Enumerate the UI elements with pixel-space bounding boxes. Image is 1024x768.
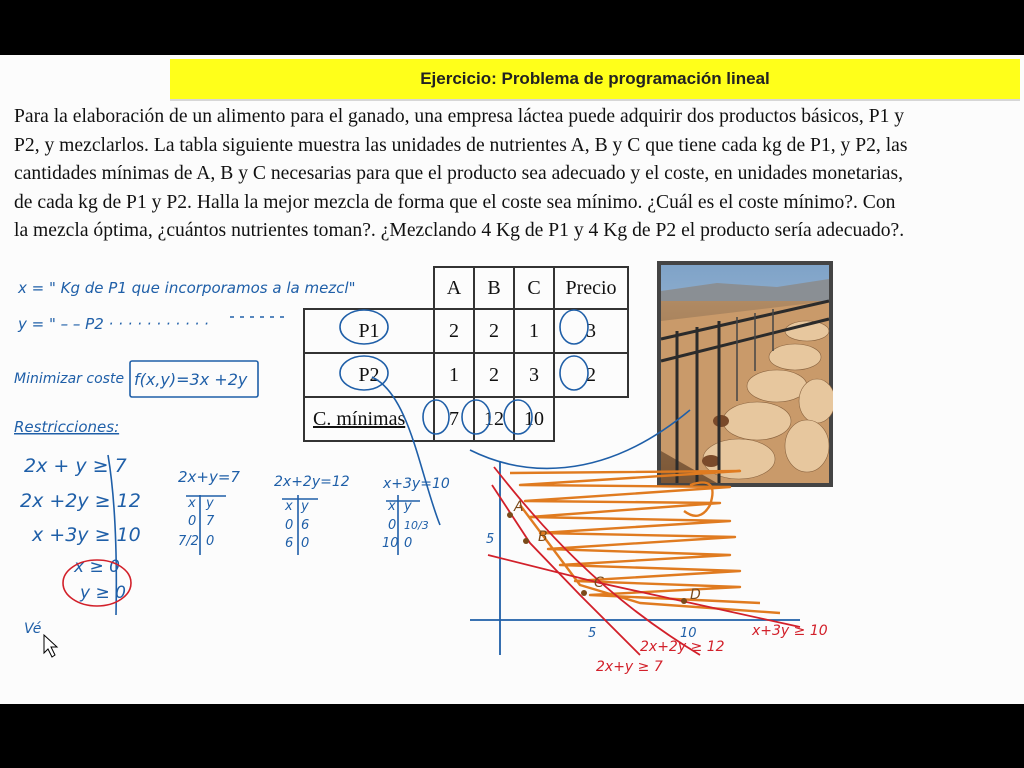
hw-eq-x: x [285,499,293,514]
table-cell: 2 [474,309,514,353]
table-cell-min: 10 [514,397,554,441]
hw-constraint: x +3y ≥ 10 [32,524,141,546]
hw-eq-y: 6 [301,518,310,533]
graph-point-b: B [538,529,548,545]
table-header-c: C [514,267,554,309]
hw-eq-x: 0 [285,518,294,533]
hw-variable-y: y = " – – P2 · · · · · · · · · · · [18,315,209,333]
handwritten-notes [0,55,1024,704]
hw-eq-y: y [404,499,412,514]
hw-eq-y: y [206,496,214,511]
hw-eq-x: x [388,499,396,514]
hw-eq-y: 0 [404,536,413,551]
table-cell: 1 [514,309,554,353]
table-cell: 3 [514,353,554,397]
hw-eq-x: 10 [382,536,399,551]
hw-eq-y: 0 [301,536,310,551]
hw-eq-x: 0 [188,514,197,529]
hw-objective-function: f(x,y)=3x +2y [134,370,248,389]
problem-line: Para la elaboración de un alimento para el ganado, una empresa láctea puede adquirir dos productos básicos, P1 y [14,106,905,127]
problem-line: P2, y mezclarlos. La tabla siguiente muestra las unidades de nutrientes A, B y C que tiene cada kg de P1, y P2, las [14,134,908,156]
hw-constraint: 2x +2y ≥ 12 [20,490,141,512]
problem-line: cantidades mínimas de A, B y C necesarias para que el producto sea adecuado y el coste, en unidades monetarias, [14,163,904,184]
table-cell-min: 7 [434,397,474,441]
row-label-p1: P1 [304,309,434,353]
hw-vertices-label: Vé [24,621,42,637]
table-header-price: Precio [554,267,628,309]
hw-variable-x: x = " Kg de P1 que incorporamos a la mezcl" [18,279,356,297]
table-cell-min: 12 [474,397,514,441]
graph-point-c: C [594,575,604,591]
problem-line: la mezcla óptima, ¿cuántos nutrientes toman?. ¿Mezclando 4 Kg de P1 y 4 Kg de P2 el producto sería adecuado?. [14,220,905,241]
graph-tick-y: 5 [486,532,495,547]
hw-eq-y: y [301,499,309,514]
graph-point-a: A [514,499,524,515]
slide [0,55,1024,704]
graph-point-d: D [690,587,701,603]
graph-tick-x: 10 [680,626,697,641]
hw-eq-x: x [188,496,196,511]
hw-eq-y: 0 [206,534,215,549]
table-cell: 2 [434,309,474,353]
mouse-cursor-icon [44,635,57,657]
hw-eq-x: 6 [285,536,294,551]
hw-restrictions-label: Restricciones: [14,418,120,436]
table-header-b: B [474,267,514,309]
hw-constraint: x ≥ 0 [74,557,120,577]
problem-line: de cada kg de P1 y P2. Halla la mejor mezcla de forma que el coste sea mínimo. ¿Cuál es el coste mínimo?. Con [14,191,896,213]
row-label-p2: P2 [304,353,434,397]
table-header-a: A [434,267,474,309]
graph-line-label: 2x+2y ≥ 12 [640,639,725,655]
hw-eq-x: 7/2 [178,534,199,549]
hw-eq-x: 0 [388,518,397,533]
graph-tick-x: 5 [588,626,597,641]
page-title: Ejercicio: Problema de programación lineal [420,69,770,88]
table-cell-price: 3 [554,309,628,353]
graph-line-label: 2x+y ≥ 7 [596,659,663,675]
table-cell: 1 [434,353,474,397]
hw-minimize-label: Minimizar coste [14,371,125,387]
hw-equation: x+3y=10 [383,476,450,492]
table-cell: 2 [474,353,514,397]
hw-equation: 2x+2y=12 [274,474,350,490]
hw-constraint: y ≥ 0 [80,583,126,603]
hw-equation: 2x+y=7 [178,468,240,486]
row-label-minimums: C. mínimas [304,397,434,441]
hw-eq-y: 10/3 [404,519,429,532]
graph-line-label: x+3y ≥ 10 [752,623,828,639]
table-cell-price: 2 [554,353,628,397]
hw-eq-y: 7 [206,514,215,529]
hw-constraint: 2x + y ≥ 7 [24,455,127,477]
